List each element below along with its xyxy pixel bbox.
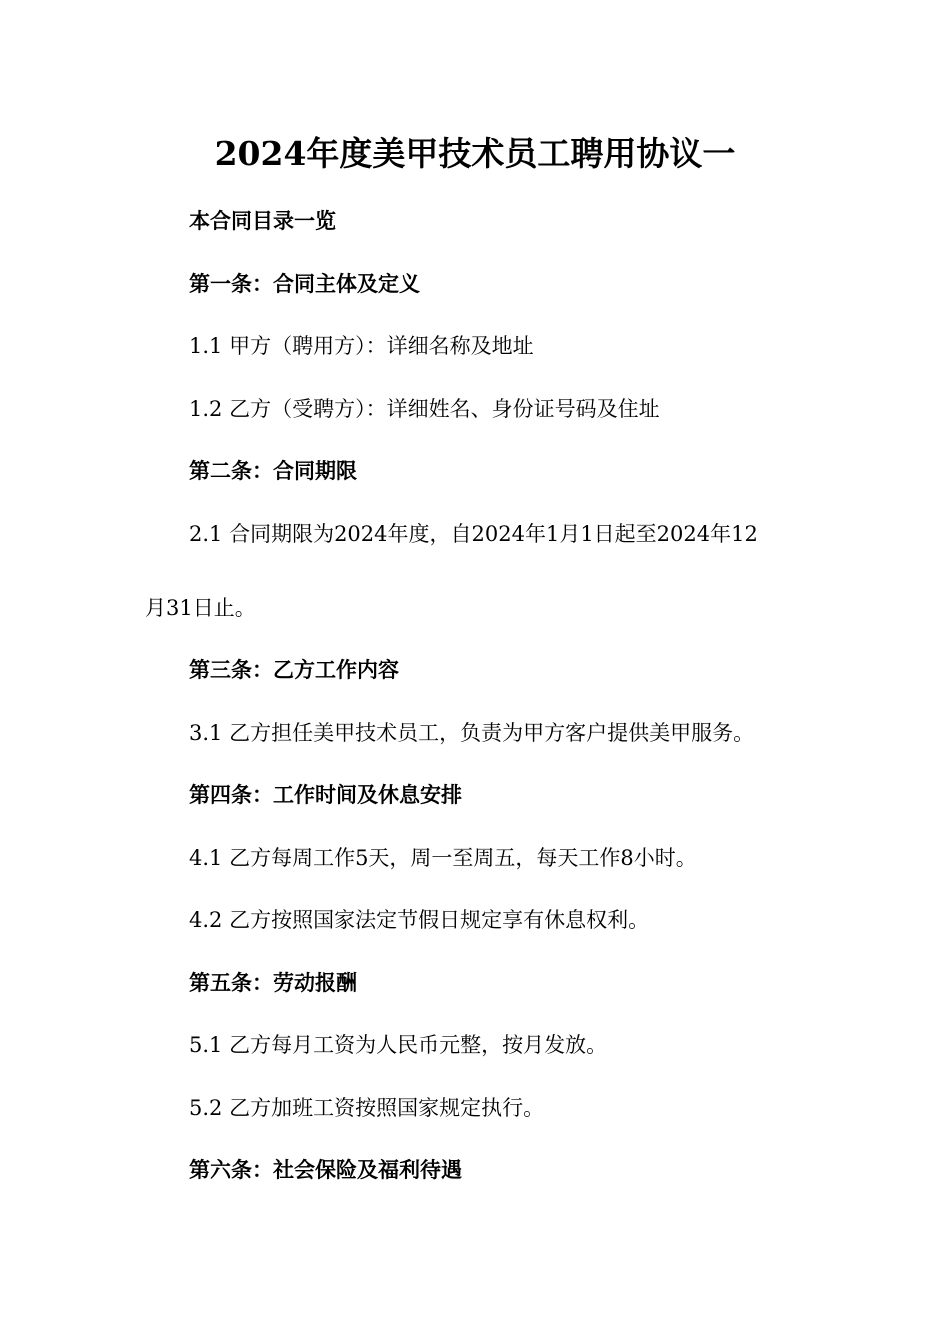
article-5-heading: 第五条：劳动报酬 — [189, 970, 357, 995]
toc-heading: 本合同目录一览 — [189, 208, 336, 233]
clause-5-2: 5.2 乙方加班工资按照国家规定执行。 — [189, 1096, 545, 1120]
clause-1-2: 1.2 乙方（受聘方）：详细姓名、身份证号码及住址 — [189, 397, 660, 421]
clause-2-1-continuation: 月31日止。 — [145, 596, 256, 620]
clause-5-1: 5.1 乙方每月工资为人民币元整，按月发放。 — [189, 1033, 608, 1057]
article-3-heading: 第三条：乙方工作内容 — [189, 657, 399, 682]
clause-2-1: 2.1 合同期限为2024年度，自2024年1月1日起至2024年12 — [189, 522, 758, 546]
article-2-heading: 第二条：合同期限 — [189, 458, 357, 483]
clause-4-2: 4.2 乙方按照国家法定节假日规定享有休息权利。 — [189, 908, 650, 932]
article-4-heading: 第四条：工作时间及休息安排 — [189, 782, 462, 807]
clause-4-1: 4.1 乙方每周工作5天，周一至周五，每天工作8小时。 — [189, 846, 697, 870]
article-1-heading: 第一条：合同主体及定义 — [189, 271, 420, 296]
article-6-heading: 第六条：社会保险及福利待遇 — [189, 1157, 462, 1182]
document-title: 2024年度美甲技术员工聘用协议一 — [214, 134, 736, 173]
clause-3-1: 3.1 乙方担任美甲技术员工，负责为甲方客户提供美甲服务。 — [189, 721, 755, 745]
clause-1-1: 1.1 甲方（聘用方）：详细名称及地址 — [189, 334, 534, 358]
